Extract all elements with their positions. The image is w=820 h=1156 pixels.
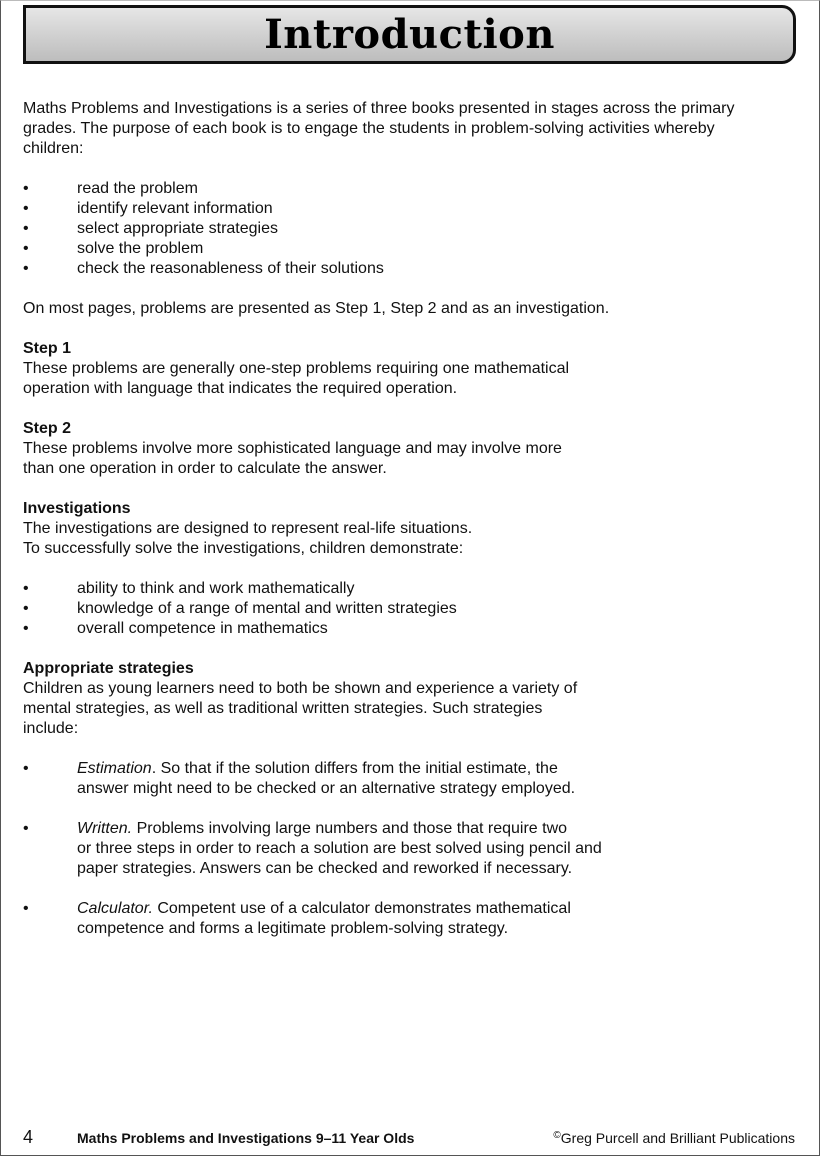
bullet-icon: • xyxy=(23,600,29,617)
book-title: Maths Problems and Investigations 9–11 Year Olds xyxy=(77,1130,415,1146)
strategies-heading: Appropriate strategies xyxy=(23,660,194,677)
bullet-icon: • xyxy=(23,620,29,637)
list-item: • knowledge of a range of mental and written strategies xyxy=(23,600,457,617)
title-banner xyxy=(23,5,796,64)
strategies-text: Children as young learners need to both be shown and experience a variety of mental strategies, as well as traditional written strategies. Such strategies include: xyxy=(23,680,578,737)
step1-heading: Step 1 xyxy=(23,340,72,357)
list-item: • identify relevant information xyxy=(23,200,273,217)
strategies-list xyxy=(23,759,803,939)
bullet-icon: • xyxy=(23,900,29,917)
strategy-term: Estimation xyxy=(77,760,152,777)
investigations-bullet-list xyxy=(23,579,803,639)
step2-heading: Step 2 xyxy=(23,420,72,437)
bullet-icon: • xyxy=(23,220,29,237)
step1-text: These problems are generally one-step problems requiring one mathematical operation with language that indicates the required operation. xyxy=(23,360,570,397)
steps-note: On most pages, problems are presented as Step 1, Step 2 and as an investigation. xyxy=(23,300,610,317)
page-number: 4 xyxy=(23,1127,34,1147)
step2-text: These problems involve more sophisticated language and may involve more than one operation in order to calculate the answer. xyxy=(23,440,562,477)
bullet-icon: • xyxy=(23,820,29,837)
strategy-calculator: • Calculator. Competent use of a calculator demonstrates mathematical competence and forms a legitimate problem-solving strategy. xyxy=(23,900,571,937)
bullet-icon: • xyxy=(23,200,29,217)
bullet-icon: • xyxy=(23,260,29,277)
intro-bullet-list xyxy=(23,179,803,279)
list-item: • solve the problem xyxy=(23,240,204,257)
strategy-written: • Written. Problems involving large numbers and those that require two or three steps in order to reach a solution are best solved using pencil and paper strategies. Answers can be checked and reworked if necessary. xyxy=(23,820,602,877)
copyright: ©Greg Purcell and Brilliant Publications xyxy=(553,1130,795,1146)
list-item: • ability to think and work mathematically xyxy=(23,580,355,597)
bullet-icon: • xyxy=(23,240,29,257)
intro-paragraph: Maths Problems and Investigations is a series of three books presented in stages across the primary grades. The purpose of each book is to engage the students in problem-solving activities whereby children: xyxy=(23,100,735,157)
bullet-icon: • xyxy=(23,180,29,197)
page-title: Introduction xyxy=(264,10,555,58)
strategy-term: Calculator. xyxy=(77,900,153,917)
copyright-icon: © xyxy=(553,1130,561,1141)
page-content xyxy=(23,99,803,939)
strategy-term: Written. xyxy=(77,820,133,837)
list-item: • check the reasonableness of their solutions xyxy=(23,260,384,277)
bullet-icon: • xyxy=(23,580,29,597)
list-item: • read the problem xyxy=(23,180,198,197)
page-footer xyxy=(23,1127,795,1149)
list-item: • overall competence in mathematics xyxy=(23,620,328,637)
investigations-text: The investigations are designed to represent real-life situations. To successfully solve the investigations, children demonstrate: xyxy=(23,520,473,557)
investigations-heading: Investigations xyxy=(23,500,131,517)
strategy-estimation: • Estimation. So that if the solution differs from the initial estimate, the answer might need to be checked or an alternative strategy employed. xyxy=(23,760,576,797)
list-item: • select appropriate strategies xyxy=(23,220,278,237)
bullet-icon: • xyxy=(23,760,29,777)
